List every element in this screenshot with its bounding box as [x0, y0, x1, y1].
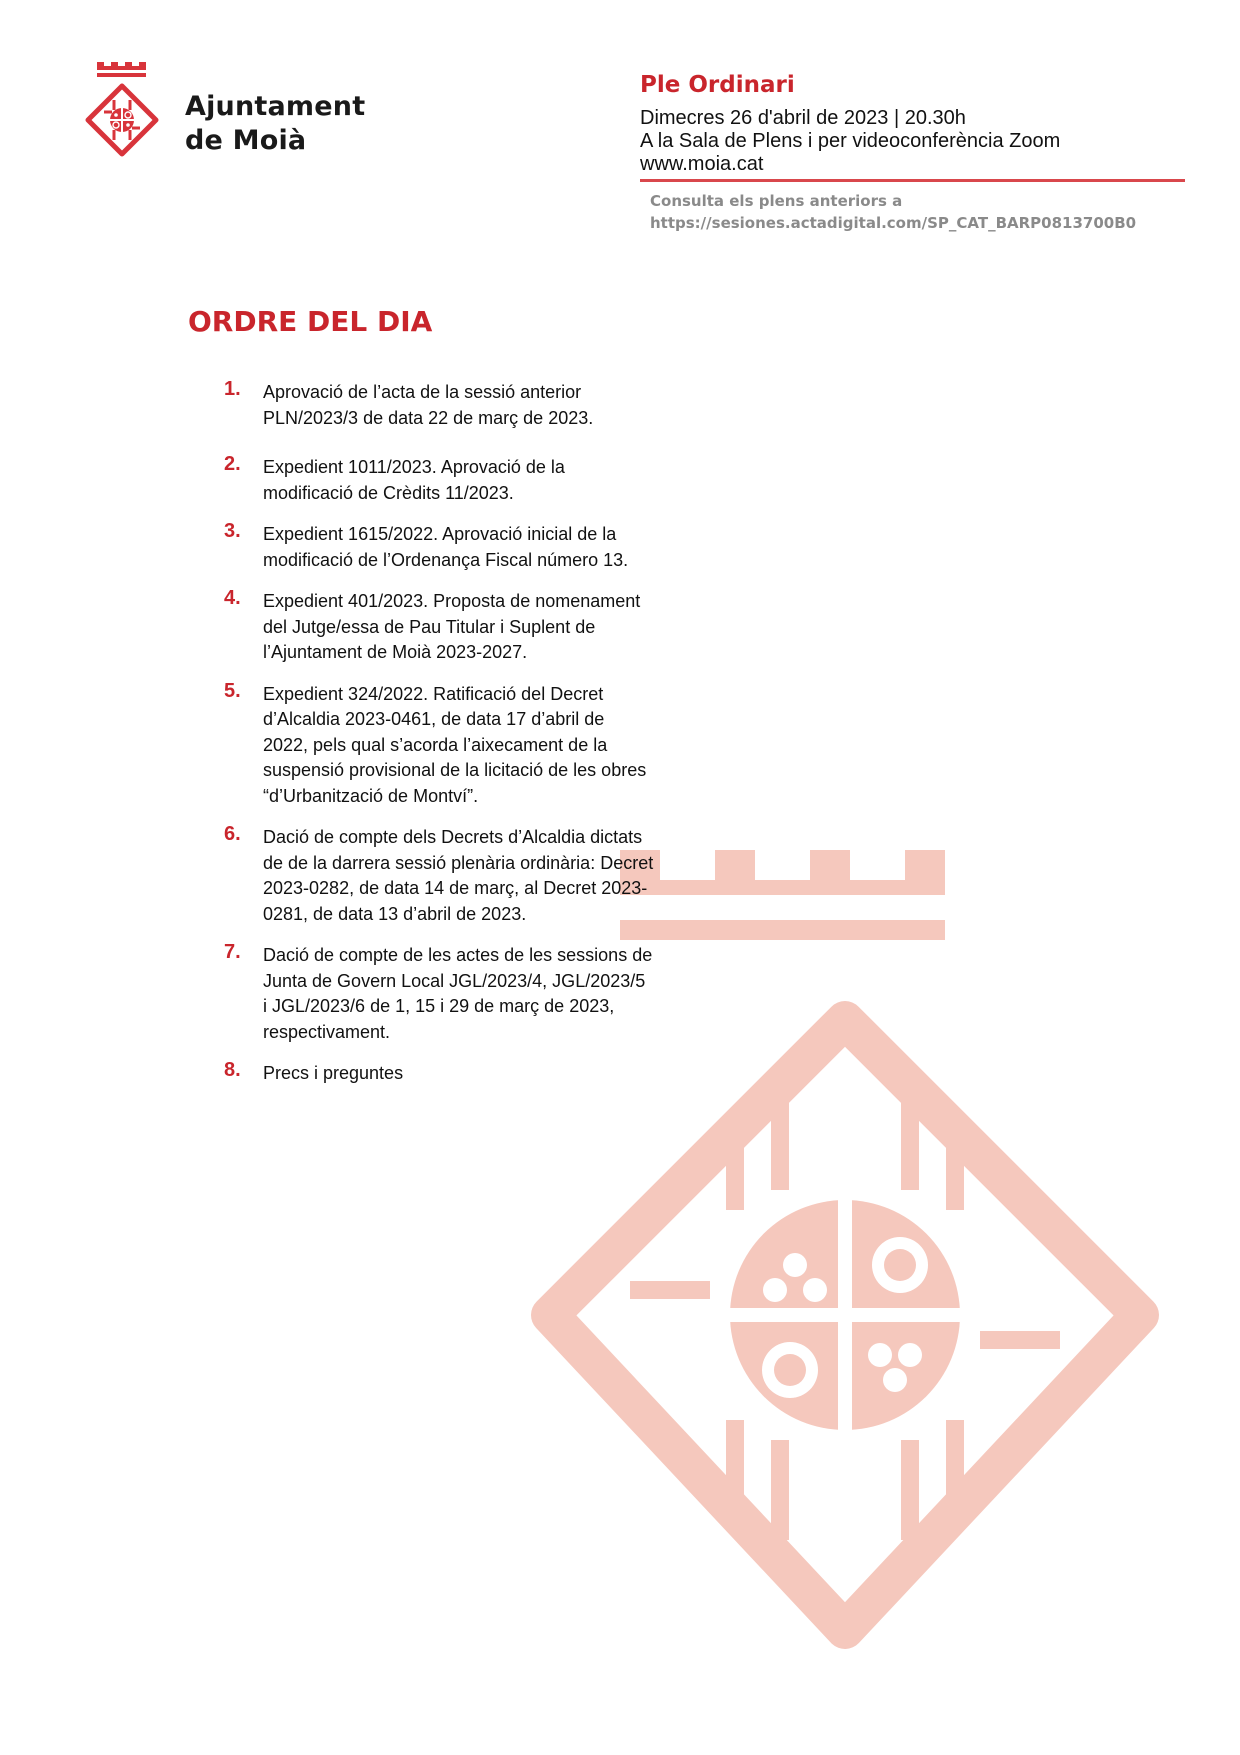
agenda-item	[224, 455, 654, 506]
agenda-item	[224, 1061, 654, 1087]
header-divider	[640, 179, 1185, 182]
agenda-title: ORDRE DEL DIA	[188, 305, 433, 338]
agenda-item-text: Dació de compte dels Decrets d’Alcaldia dictats de de la darrera sessió plenària ordinària: Decret 2023-0282, de data 14 de març, al Decret 2023-0281, de data 13 d’abril de 2023.	[263, 827, 654, 924]
agenda-item	[224, 589, 654, 666]
meeting-datetime: Dimecres 26 d'abril de 2023 | 20.30h	[640, 107, 966, 129]
meeting-location: A la Sala de Plens i per videoconferència Zoom	[640, 130, 1061, 152]
agenda-item	[224, 943, 654, 1045]
archive-label: Consulta els plens anteriors a	[650, 192, 903, 210]
agenda-item-number: 2.	[224, 453, 241, 475]
agenda-item-text: Precs i preguntes	[263, 1063, 404, 1083]
moia-coat-of-arms-icon	[80, 60, 180, 172]
agenda-list	[224, 380, 654, 1087]
agenda-item-text: Expedient 1011/2023. Aprovació de la modificació de Crèdits 11/2023.	[263, 457, 565, 503]
agenda-item-text: Expedient 324/2022. Ratificació del Decret d’Alcaldia 2023-0461, de data 17 d’abril de 2022, pels qual s’acorda l’aixecament de la suspensió provisional de la licitació de les obres “d’Urbanització de Montví”.	[263, 683, 647, 806]
org-name-line1: Ajuntament	[185, 91, 366, 122]
agenda-item-number: 1.	[224, 378, 241, 400]
org-name-line2: de Moià	[185, 125, 307, 156]
agenda-item-text: Expedient 1615/2022. Aprovació inicial de la modificació de l’Ordenança Fiscal número 13.	[263, 524, 629, 570]
agenda-item	[224, 380, 654, 431]
agenda-item-number: 3.	[224, 520, 241, 542]
agenda-item	[224, 825, 654, 927]
agenda-item-number: 8.	[224, 1059, 241, 1081]
agenda-item-text: Expedient 401/2023. Proposta de nomenament del Jutge/essa de Pau Titular i Suplent de l’Ajuntament de Moià 2023-2027.	[263, 591, 641, 662]
agenda-item-number: 7.	[224, 941, 241, 963]
org-name	[185, 90, 365, 158]
agenda-item	[224, 679, 654, 810]
agenda-item-number: 4.	[224, 587, 241, 609]
archive-link[interactable]: https://sesiones.actadigital.com/SP_CAT_BARP0813700B0	[650, 214, 1137, 232]
agenda-item-number: 5.	[224, 679, 241, 702]
archive-note	[650, 190, 1136, 234]
meeting-title: Ple Ordinari	[640, 72, 795, 98]
meeting-info	[640, 70, 1185, 176]
agenda-item	[224, 522, 654, 573]
agenda-item-number: 6.	[224, 823, 241, 845]
org-logo	[80, 60, 366, 180]
agenda-item-text: Dació de compte de les actes de les sessions de Junta de Govern Local JGL/2023/4, JGL/2023/5 i JGL/2023/6 de 1, 15 i 29 de març de 2023, respectivament.	[263, 945, 653, 1042]
agenda-item-text: Aprovació de l’acta de la sessió anterior PLN/2023/3 de data 22 de març de 2023.	[263, 382, 594, 428]
website-link[interactable]: www.moia.cat	[640, 153, 764, 175]
